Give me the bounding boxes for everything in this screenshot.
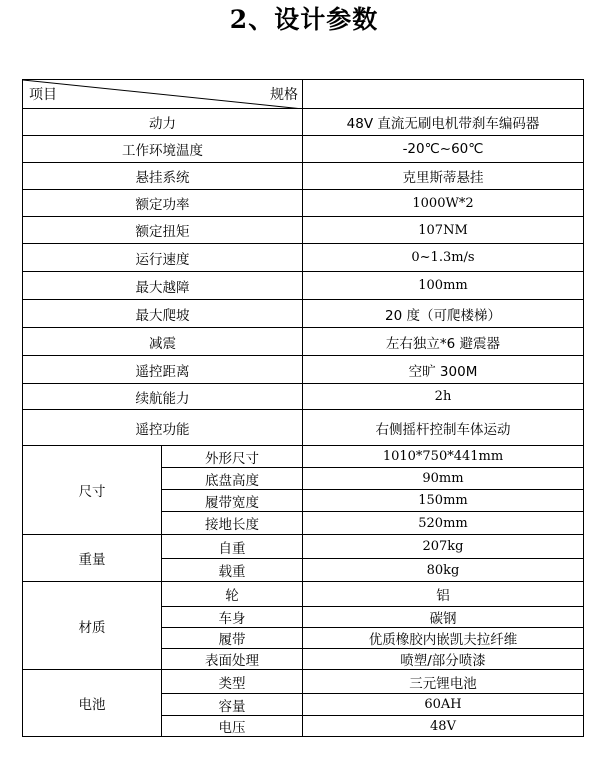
page-title: 2、设计参数 [229,5,379,34]
row-value: 空旷 300M [303,356,584,384]
header-empty-cell [303,80,584,109]
table-row [23,582,584,607]
table-row [23,535,584,559]
row-label: 续航能力 [23,384,303,410]
table-row [23,328,584,356]
row-label: 自重 [162,535,303,559]
diagonal-line [23,80,303,109]
row-value: 150mm [303,490,584,512]
row-value: 60AH [303,694,584,716]
row-value: 90mm [303,468,584,490]
row-value: -20℃~60℃ [303,136,584,163]
header-spec-label: 规格 [270,87,298,103]
row-label: 最大越障 [23,272,303,300]
row-value: 喷塑/部分喷漆 [303,649,584,670]
row-label: 电压 [162,716,303,737]
row-value: 20 度（可爬楼梯） [303,300,584,328]
table-row [23,446,584,468]
row-value: 48V 直流无刷电机带刹车编码器 [303,109,584,136]
row-label: 悬挂系统 [23,163,303,190]
table-row [23,109,584,136]
row-label: 额定功率 [23,190,303,217]
table-row [23,356,584,384]
row-value: 优质橡胶内嵌凯夫拉纤维 [303,628,584,649]
row-label: 容量 [162,694,303,716]
row-value: 碳钢 [303,607,584,628]
row-value: 克里斯蒂悬挂 [303,163,584,190]
row-label: 类型 [162,670,303,694]
row-value: 100mm [303,272,584,300]
spec-table [22,79,584,737]
table-row [23,300,584,328]
table-row [23,190,584,217]
row-value: 左右独立*6 避震器 [303,328,584,356]
row-value: 0~1.3m/s [303,244,584,272]
row-label: 运行速度 [23,244,303,272]
row-label: 履带宽度 [162,490,303,512]
row-value: 铝 [303,582,584,607]
row-label: 最大爬坡 [23,300,303,328]
row-value: 右侧摇杆控制车体运动 [303,410,584,446]
row-label: 工作环境温度 [23,136,303,163]
row-label: 轮 [162,582,303,607]
group-name-dimensions: 尺寸 [23,446,162,535]
row-label: 车身 [162,607,303,628]
row-label: 减震 [23,328,303,356]
row-value: 207kg [303,535,584,559]
row-label: 外形尺寸 [162,446,303,468]
row-label: 接地长度 [162,512,303,535]
table-row [23,163,584,190]
table-row [23,272,584,300]
row-label: 表面处理 [162,649,303,670]
table-row [23,384,584,410]
row-label: 额定扭矩 [23,217,303,244]
row-label: 底盘高度 [162,468,303,490]
row-value: 1000W*2 [303,190,584,217]
header-item-label: 项目 [29,87,57,103]
table-row [23,244,584,272]
row-label: 动力 [23,109,303,136]
diagonal-header-cell [23,80,303,109]
table-row [23,217,584,244]
row-value: 80kg [303,559,584,582]
row-value: 107NM [303,217,584,244]
row-value: 三元锂电池 [303,670,584,694]
row-label: 履带 [162,628,303,649]
row-value: 2h [303,384,584,410]
table-row [23,410,584,446]
table-header-row [23,80,584,109]
group-name-battery: 电池 [23,670,162,737]
row-label: 载重 [162,559,303,582]
row-value: 48V [303,716,584,737]
row-value: 1010*750*441mm [303,446,584,468]
table-row [23,670,584,694]
table-row [23,136,584,163]
row-label: 遥控距离 [23,356,303,384]
group-name-material: 材质 [23,582,162,670]
group-name-weight: 重量 [23,535,162,582]
row-label: 遥控功能 [23,410,303,446]
row-value: 520mm [303,512,584,535]
